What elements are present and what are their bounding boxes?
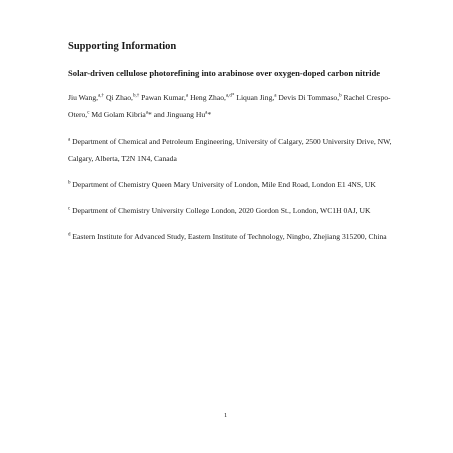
author-affiliation-mark: a xyxy=(145,110,148,116)
affiliation-mark: c xyxy=(68,206,71,212)
author-affiliation-mark: b,† xyxy=(132,93,140,99)
author-affiliation-mark: c xyxy=(87,110,90,116)
affiliation-text: Eastern Institute for Advanced Study, Eastern Institute of Technology, Ningbo, Zhejiang 315200, China xyxy=(72,232,387,241)
author-name: Jiu Wang, xyxy=(68,93,99,102)
author-name: Heng Zhao, xyxy=(190,93,226,102)
affiliation-text: Department of Chemistry University College London, 2020 Gordon St., London, WC1H 0AJ, UK xyxy=(72,206,371,215)
author-separator: * and xyxy=(148,110,167,119)
affiliation-d xyxy=(68,228,398,245)
affiliation-text: Department of Chemical and Petroleum Engineering, University of Calgary, 2500 University Drive, NW, Calgary, Alberta, T2N 1N4, Canada xyxy=(68,137,392,163)
affiliation-a xyxy=(68,133,398,167)
affiliation-b xyxy=(68,176,398,193)
author-name: Qi Zhao, xyxy=(105,93,133,102)
author-affiliation-mark: a xyxy=(205,110,208,116)
page-number: 1 xyxy=(224,412,228,419)
author-affiliation-mark: a,d* xyxy=(225,93,235,99)
author-name: Rachel Crespo-Otero, xyxy=(68,93,391,119)
author-name: Md Golam Kibria xyxy=(91,110,146,119)
affiliation-text: Department of Chemistry Queen Mary University of London, Mile End Road, London E1 4NS, UK xyxy=(72,180,376,189)
page-content xyxy=(68,41,398,254)
author-name: Jinguang Hu xyxy=(166,110,206,119)
section-heading: Supporting Information xyxy=(68,41,177,52)
author-name: Pawan Kumar, xyxy=(141,93,186,102)
affiliation-c xyxy=(68,202,398,219)
affiliation-mark: b xyxy=(68,180,71,186)
author-list xyxy=(68,89,398,123)
author-affiliation-mark: a xyxy=(185,93,189,99)
author-separator: * xyxy=(207,110,212,119)
affiliation-mark: a xyxy=(68,137,71,143)
author-affiliation-mark: b xyxy=(339,93,342,99)
author-name: Liquan Jing, xyxy=(236,93,275,102)
author-affiliation-mark: a xyxy=(274,93,277,99)
paper-title: Solar-driven cellulose photorefining into arabinose over oxygen-doped carbon nitride xyxy=(68,68,381,78)
author-affiliation-mark: a,† xyxy=(98,93,105,99)
author-name: Devis Di Tommaso, xyxy=(278,93,340,102)
affiliation-mark: d xyxy=(68,232,71,238)
